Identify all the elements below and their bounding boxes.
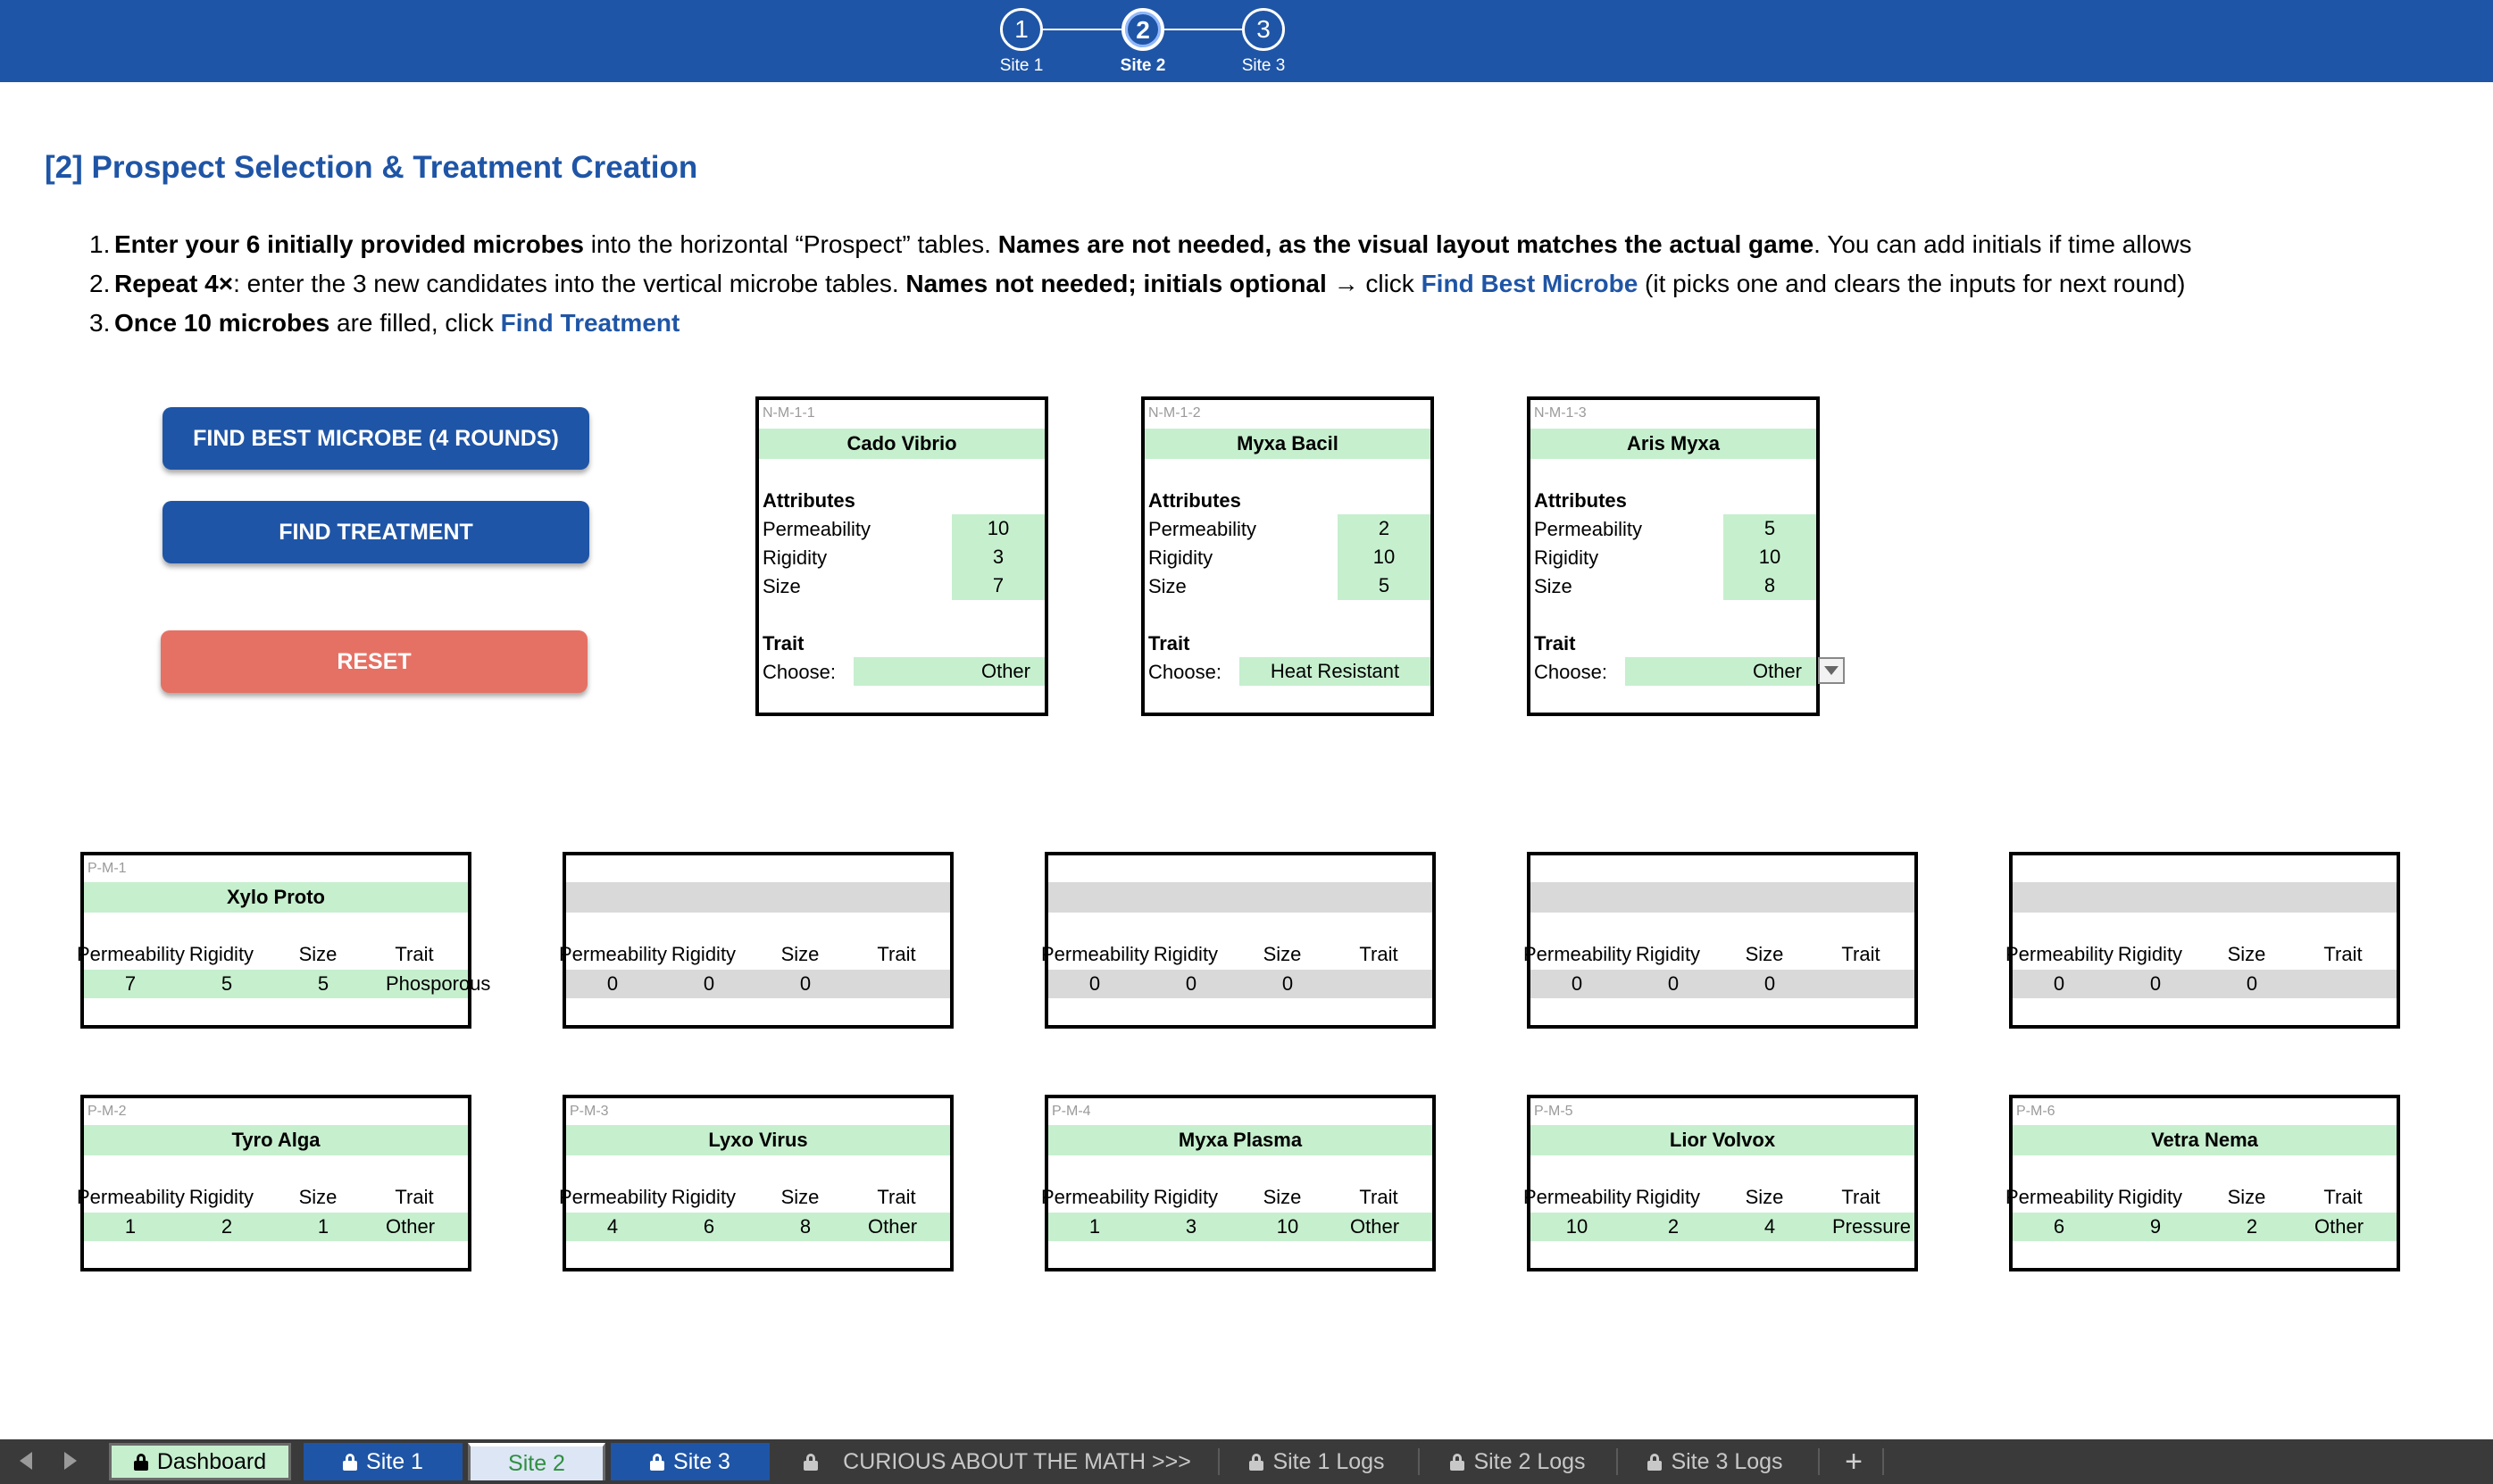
- prospect-header-trait: Trait: [1841, 1186, 1880, 1208]
- prospect-permeability-field[interactable]: 10: [1565, 1215, 1588, 1238]
- prospect-header-row: [77, 1184, 475, 1211]
- prospect-permeability-field[interactable]: 0: [606, 972, 619, 995]
- tab-label: Dashboard: [156, 1448, 267, 1474]
- prospect-header-rigidity: Rigidity: [671, 1186, 737, 1208]
- prospect-rigidity-field[interactable]: 0: [1667, 972, 1680, 995]
- lock-icon: [343, 1454, 357, 1470]
- prospect-value-row: [1048, 1213, 1432, 1241]
- prospect-rigidity-field[interactable]: 0: [2149, 972, 2162, 995]
- prospect-name-field[interactable]: [1048, 882, 1432, 913]
- prospect-size-field[interactable]: 0: [1763, 972, 1776, 995]
- new-microbe-card-2: [1141, 396, 1434, 716]
- prospect-trait-field[interactable]: Phosporous: [386, 972, 491, 995]
- prospect-trait-field[interactable]: Pressure: [1832, 1215, 1912, 1238]
- prospect-header-permeability: Permeability: [77, 1186, 186, 1208]
- rigidity-field[interactable]: 10: [1723, 543, 1816, 571]
- prospect-permeability-field[interactable]: 6: [2053, 1215, 2065, 1238]
- new-microbe-card-3: [1527, 396, 1820, 716]
- prospect-header-size: Size: [1263, 943, 1302, 965]
- lock-icon: [1249, 1454, 1263, 1470]
- size-label: Size: [1148, 575, 1187, 597]
- lock-icon: [1647, 1454, 1662, 1470]
- instruction-step-1: 1. Enter your 6 initially provided microbes into the horizontal “Prospect” tables. Names are not needed, as the visual layout matches the actual game. You can add initials if time allows: [89, 230, 2192, 258]
- trait-select[interactable]: Other: [1625, 657, 1816, 686]
- permeability-field[interactable]: 2: [1338, 514, 1430, 543]
- prospect-card: [2005, 1095, 2400, 1271]
- prospect-rigidity-field[interactable]: 9: [2149, 1215, 2162, 1238]
- prospect-header-row: [1041, 941, 1439, 968]
- tab-separator: [1418, 1448, 1420, 1475]
- step-2-circle: 2: [1121, 8, 1164, 51]
- prospect-header-row: [2005, 1184, 2404, 1211]
- scroll-tabs-right-icon[interactable]: [64, 1452, 77, 1470]
- prospect-header-size: Size: [298, 943, 338, 965]
- prospect-size-field[interactable]: 8: [799, 1215, 812, 1238]
- permeability-field[interactable]: 5: [1723, 514, 1816, 543]
- prospect-value-row: [2013, 1213, 2397, 1241]
- step-3-circle: 3: [1242, 8, 1285, 51]
- prospect-trait-field[interactable]: Other: [2314, 1215, 2364, 1238]
- trait-label: Trait: [763, 632, 805, 654]
- reset-button[interactable]: RESET: [161, 630, 588, 693]
- prospect-card: [77, 852, 491, 1029]
- prospect-header-trait: Trait: [1841, 943, 1880, 965]
- prospect-header-row: [559, 941, 957, 968]
- sheet-tab-site-1[interactable]: [304, 1443, 463, 1480]
- trait-label: Trait: [1148, 632, 1190, 654]
- tab-separator: [1818, 1448, 1820, 1475]
- sheet-tab-site-2-logs[interactable]: [1425, 1443, 1611, 1480]
- size-label: Size: [763, 575, 801, 597]
- prospect-rigidity-field[interactable]: 5: [221, 972, 233, 995]
- prospect-rigidity-field[interactable]: 6: [703, 1215, 715, 1238]
- choose-label: Choose:: [763, 661, 836, 683]
- prospect-value-row: [1048, 970, 1432, 998]
- microbe-name-field[interactable]: Cado Vibrio: [759, 429, 1045, 459]
- prospect-header-permeability: Permeability: [1523, 1186, 1632, 1208]
- prospect-name-field[interactable]: Myxa Plasma: [1048, 1125, 1432, 1155]
- prospect-permeability-field[interactable]: 0: [2053, 972, 2065, 995]
- rigidity-label: Rigidity: [1534, 546, 1599, 569]
- prospect-header-permeability: Permeability: [1523, 943, 1632, 965]
- trait-dropdown-arrow-icon[interactable]: [1818, 657, 1845, 684]
- prospect-size-field[interactable]: 0: [799, 972, 812, 995]
- prospect-size-field[interactable]: 1: [317, 1215, 329, 1238]
- prospect-card: [77, 1095, 471, 1271]
- sheet-tab-curious-about-the-math[interactable]: [786, 1443, 1209, 1480]
- tab-label: Site 2: [508, 1450, 565, 1476]
- prospect-header-rigidity: Rigidity: [2117, 943, 2183, 965]
- instruction-step-3: 3. Once 10 microbes are filled, click Find Treatment: [89, 309, 680, 337]
- prospect-card: [1523, 1095, 1918, 1271]
- prospect-header-size: Size: [2227, 943, 2266, 965]
- prospect-card: [559, 852, 954, 1029]
- prospect-header-trait: Trait: [2323, 943, 2363, 965]
- microbe-code: N-M-1-3: [1534, 405, 1587, 421]
- prospect-header-rigidity: Rigidity: [1153, 1186, 1219, 1208]
- step-2-label: Site 2: [1120, 56, 1166, 75]
- prospect-header-row: [1523, 1184, 1922, 1211]
- prospect-code: P-M-5: [1534, 1104, 1573, 1119]
- prospect-size-field[interactable]: 10: [1276, 1215, 1299, 1238]
- prospect-permeability-field[interactable]: 0: [1088, 972, 1101, 995]
- permeability-label: Permeability: [763, 518, 871, 540]
- instructions-list: [89, 225, 2192, 343]
- prospect-permeability-field[interactable]: 7: [124, 972, 137, 995]
- prospect-code: P-M-6: [2016, 1104, 2055, 1119]
- prospect-header-trait: Trait: [877, 1186, 916, 1208]
- prospect-header-trait: Trait: [1359, 943, 1398, 965]
- prospect-value-row: [566, 1213, 950, 1241]
- prospect-code: P-M-4: [1052, 1104, 1091, 1119]
- prospect-header-rigidity: Rigidity: [1635, 1186, 1701, 1208]
- lock-icon: [804, 1454, 818, 1470]
- prospect-header-permeability: Permeability: [1041, 943, 1150, 965]
- find-best-microbe-button[interactable]: FIND BEST MICROBE (4 ROUNDS): [163, 407, 589, 470]
- trait-select[interactable]: Heat Resistant: [1239, 657, 1430, 686]
- prospect-permeability-field[interactable]: 1: [1088, 1215, 1101, 1238]
- lock-icon: [650, 1454, 664, 1470]
- prospect-name-field[interactable]: Lior Volvox: [1530, 1125, 1914, 1155]
- tab-label: Site 2 Logs: [1473, 1448, 1586, 1474]
- rigidity-label: Rigidity: [763, 546, 828, 569]
- step-1-circle: 1: [1000, 8, 1043, 51]
- tab-label: Site 3: [673, 1448, 730, 1474]
- prospect-rigidity-field[interactable]: 2: [221, 1215, 233, 1238]
- sheet-tab-site-2[interactable]: [468, 1443, 605, 1480]
- prospect-header-size: Size: [2227, 1186, 2266, 1208]
- prospect-header-rigidity: Rigidity: [1153, 943, 1219, 965]
- prospect-size-field[interactable]: 2: [2246, 1215, 2258, 1238]
- prospect-value-row: [566, 970, 950, 998]
- prospect-header-rigidity: Rigidity: [1635, 943, 1701, 965]
- microbe-name-field[interactable]: Aris Myxa: [1530, 429, 1816, 459]
- new-microbe-card-1: [755, 396, 1048, 716]
- prospect-permeability-field[interactable]: 1: [124, 1215, 137, 1238]
- attributes-label: Attributes: [1148, 489, 1241, 512]
- prospect-header-trait: Trait: [1359, 1186, 1398, 1208]
- prospect-value-row: [84, 1213, 468, 1241]
- prospect-value-row: [1530, 970, 1914, 998]
- choose-label: Choose:: [1148, 661, 1221, 683]
- prospect-header-row: [77, 941, 475, 968]
- choose-label: Choose:: [1534, 661, 1607, 683]
- prospect-header-permeability: Permeability: [2005, 943, 2114, 965]
- tab-label: Site 1 Logs: [1272, 1448, 1385, 1474]
- sheet-tab-dashboard[interactable]: [109, 1443, 291, 1480]
- step-site-1[interactable]: [968, 8, 1075, 76]
- prospect-header-rigidity: Rigidity: [188, 943, 254, 965]
- prospect-header-size: Size: [780, 1186, 820, 1208]
- prospect-size-field[interactable]: 4: [1763, 1215, 1776, 1238]
- size-field[interactable]: 7: [952, 571, 1045, 600]
- sheet-tab-site-1-logs[interactable]: [1225, 1443, 1409, 1480]
- prospect-header-permeability: Permeability: [77, 943, 186, 965]
- permeability-label: Permeability: [1534, 518, 1643, 540]
- prospect-trait-field[interactable]: Other: [868, 1215, 918, 1238]
- prospect-header-size: Size: [1263, 1186, 1302, 1208]
- prospect-header-size: Size: [298, 1186, 338, 1208]
- prospect-trait-field[interactable]: Other: [1350, 1215, 1400, 1238]
- scroll-tabs-left-icon[interactable]: [20, 1452, 32, 1470]
- prospect-name-field[interactable]: Vetra Nema: [2013, 1125, 2397, 1155]
- prospect-size-field[interactable]: 0: [2246, 972, 2258, 995]
- tab-separator: [1882, 1448, 1884, 1475]
- find-best-microbe-link[interactable]: Find Best Microbe: [1421, 270, 1638, 297]
- step-3-label: Site 3: [1241, 56, 1286, 75]
- prospect-header-row: [2005, 941, 2404, 968]
- attributes-label: Attributes: [763, 489, 855, 512]
- prospect-name-field[interactable]: [566, 882, 950, 913]
- prospect-permeability-field[interactable]: 0: [1571, 972, 1583, 995]
- chevron-down-icon: [1824, 666, 1838, 675]
- find-treatment-link[interactable]: Find Treatment: [500, 309, 680, 337]
- prospect-size-field[interactable]: 5: [317, 972, 329, 995]
- prospect-card: [1041, 1095, 1436, 1271]
- prospect-code: P-M-1: [88, 861, 127, 876]
- prospect-header-row: [1523, 941, 1922, 968]
- prospect-header-permeability: Permeability: [1041, 1186, 1150, 1208]
- size-label: Size: [1534, 575, 1572, 597]
- prospect-name-field[interactable]: Lyxo Virus: [566, 1125, 950, 1155]
- prospect-header-rigidity: Rigidity: [671, 943, 737, 965]
- prospect-name-field[interactable]: [1530, 882, 1914, 913]
- microbe-name-field[interactable]: Myxa Bacil: [1145, 429, 1430, 459]
- tab-label: CURIOUS ABOUT THE MATH >>>: [843, 1448, 1191, 1474]
- prospect-header-size: Size: [780, 943, 820, 965]
- prospect-name-field[interactable]: [2013, 882, 2397, 913]
- prospect-header-rigidity: Rigidity: [188, 1186, 254, 1208]
- sheet-tab-site-3-logs[interactable]: [1623, 1443, 1807, 1480]
- prospect-card: [2005, 852, 2400, 1029]
- prospect-header-permeability: Permeability: [559, 943, 668, 965]
- size-field[interactable]: 5: [1338, 571, 1430, 600]
- prospect-card: [559, 1095, 954, 1271]
- prospect-value-row: [1530, 1213, 1914, 1241]
- lock-icon: [134, 1454, 148, 1470]
- prospect-card: [1041, 852, 1436, 1029]
- prospect-header-rigidity: Rigidity: [2117, 1186, 2183, 1208]
- step-site-3[interactable]: [1210, 8, 1317, 76]
- prospect-header-trait: Trait: [395, 1186, 434, 1208]
- prospect-header-trait: Trait: [395, 943, 434, 965]
- rigidity-label: Rigidity: [1148, 546, 1213, 569]
- prospect-header-size: Size: [1745, 943, 1784, 965]
- find-treatment-button[interactable]: FIND TREATMENT: [163, 501, 589, 563]
- prospect-header-permeability: Permeability: [2005, 1186, 2114, 1208]
- top-stepper-bar: [0, 0, 2493, 82]
- prospect-rigidity-field[interactable]: 2: [1667, 1215, 1680, 1238]
- tab-label: Site 3 Logs: [1671, 1448, 1783, 1474]
- prospect-permeability-field[interactable]: 4: [606, 1215, 619, 1238]
- microbe-code: N-M-1-2: [1148, 405, 1201, 421]
- prospect-trait-field[interactable]: Other: [386, 1215, 436, 1238]
- prospect-size-field[interactable]: 0: [1281, 972, 1294, 995]
- page-title: [2] Prospect Selection & Treatment Creation: [45, 150, 698, 185]
- prospect-rigidity-field[interactable]: 3: [1185, 1215, 1197, 1238]
- prospect-value-row: [84, 970, 491, 998]
- prospect-header-permeability: Permeability: [559, 1186, 668, 1208]
- prospect-card: [1523, 852, 1918, 1029]
- tab-label: Site 1: [366, 1448, 423, 1474]
- prospect-header-row: [559, 1184, 957, 1211]
- instruction-step-2: 2. Repeat 4×: enter the 3 new candidates into the vertical microbe tables. Names not needed; initials optional → click Find Best Microbe (it picks one and clears the inputs for next round): [89, 270, 2186, 297]
- trait-select[interactable]: Other: [854, 657, 1045, 686]
- prospect-name-field[interactable]: Tyro Alga: [84, 1125, 468, 1155]
- step-1-label: Site 1: [999, 56, 1044, 75]
- trait-label: Trait: [1534, 632, 1576, 654]
- sheet-tab-bar: [0, 1439, 2493, 1484]
- prospect-code: P-M-2: [88, 1104, 127, 1119]
- lock-icon: [1450, 1454, 1464, 1470]
- permeability-field[interactable]: 10: [952, 514, 1045, 543]
- prospect-name-field[interactable]: Xylo Proto: [84, 882, 468, 913]
- prospect-value-row: [2013, 970, 2397, 998]
- tab-separator: [1616, 1448, 1618, 1475]
- prospect-header-size: Size: [1745, 1186, 1784, 1208]
- attributes-label: Attributes: [1534, 489, 1627, 512]
- add-sheet-plus-icon[interactable]: +: [1845, 1444, 1863, 1479]
- permeability-label: Permeability: [1148, 518, 1257, 540]
- prospect-header-trait: Trait: [2323, 1186, 2363, 1208]
- step-site-2[interactable]: [1089, 8, 1196, 76]
- microbe-code: N-M-1-1: [763, 405, 815, 421]
- prospect-header-trait: Trait: [877, 943, 916, 965]
- rigidity-field[interactable]: 10: [1338, 543, 1430, 571]
- prospect-rigidity-field[interactable]: 0: [703, 972, 715, 995]
- prospect-code: P-M-3: [570, 1104, 609, 1119]
- tab-separator: [1218, 1448, 1220, 1475]
- prospect-rigidity-field[interactable]: 0: [1185, 972, 1197, 995]
- sheet-tab-site-3[interactable]: [611, 1443, 770, 1480]
- rigidity-field[interactable]: 3: [952, 543, 1045, 571]
- size-field[interactable]: 8: [1723, 571, 1816, 600]
- prospect-header-row: [1041, 1184, 1439, 1211]
